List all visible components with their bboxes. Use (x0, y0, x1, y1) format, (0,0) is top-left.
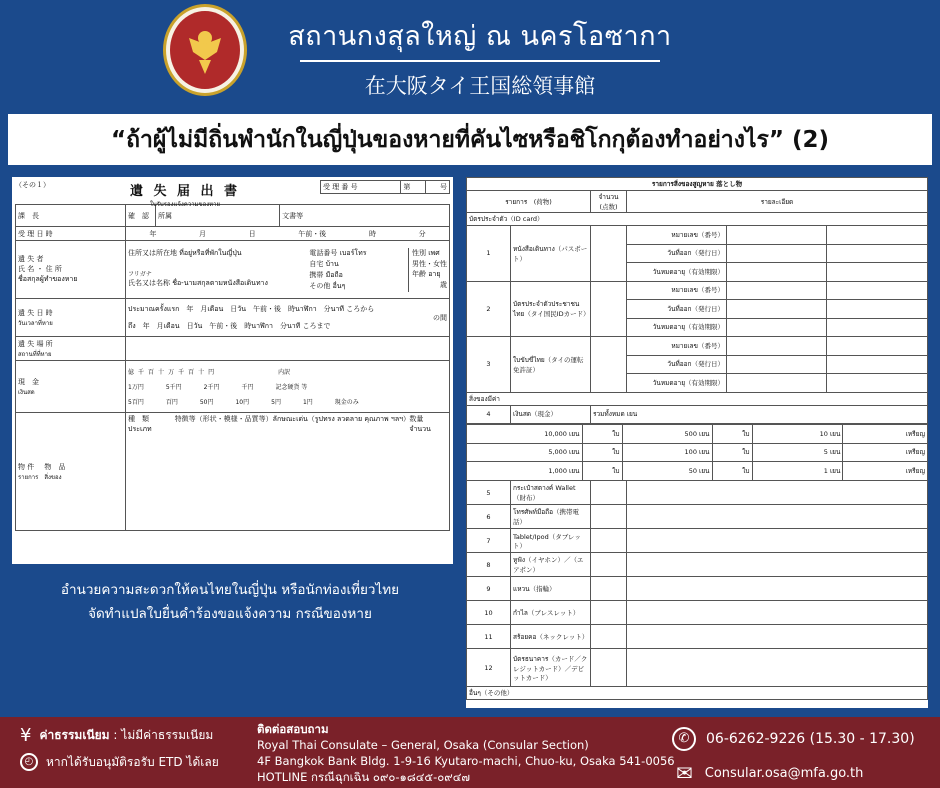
no-label: 第 (401, 181, 425, 194)
receipt-date-row (126, 227, 450, 241)
contact-title: ติดต่อสอบถาม (257, 722, 329, 736)
phone-line (672, 727, 915, 751)
garuda-emblem-icon (170, 11, 240, 89)
yen-icon: ¥ (20, 725, 32, 746)
caption-line-1: อำนวยความสะดวกให้คนไทยในญี่ปุ่น หรือนักท่องเที่ยวไทย (60, 582, 400, 598)
form-tag: （その１） (15, 181, 50, 189)
year-label: 年 (149, 229, 157, 238)
cash-total: รวมทั้งหมด เยน (591, 405, 928, 424)
item-ring: แหวน（指輪） (511, 577, 591, 601)
go-label: 号 (425, 181, 449, 194)
lost-property-form (12, 177, 453, 564)
name-line: 氏名又は名称 ชื่อ-นามสกุลตามหนังสือเดินทาง (128, 278, 268, 287)
col-qty: จำนวน (点数) (591, 191, 627, 213)
lost-date-label: 遺 失 日 時 วันเวลาที่หาย (16, 299, 126, 337)
sheet-title: รายการสิ่งของสูญหาย 落とし物 (467, 178, 928, 191)
goods-label: 物 件 รายการ 物 品 สิ่งของ (16, 413, 126, 531)
month-label: 月 (198, 229, 206, 238)
document-label: 文書等 (280, 205, 450, 227)
form-subtitle: ใบรับรองแจ้งความของหาย (149, 201, 220, 208)
minute-label: 分 (418, 229, 426, 238)
furigana-label: フリガナ (128, 270, 152, 278)
lost-place-label: 遺 失 場 所 สถานที่ที่หาย (16, 337, 126, 361)
breakdown-label: 内訳 (278, 369, 291, 376)
title-divider (300, 60, 660, 62)
etd-text: หากได้รับอนุมัติรอรับ ETD ได้เลย (46, 754, 219, 769)
phone-home: 自宅 บ้าน (309, 259, 339, 268)
item-phone: โทรศัพท์มือถือ（携帯電話） (511, 505, 591, 529)
lost-from: ประมาณครั้งแรก 年 月เดือน 日วัน 午前・後 時นาฬิกา 分นาที ころから (128, 304, 375, 313)
contact-org: Royal Thai Consulate – General, Osaka (Consular Section) (257, 738, 589, 752)
valuables-label: สิ่งของมีค่า (467, 392, 928, 405)
kind-label: 種 類 ประเภท (128, 415, 152, 433)
age-label: 年齢 อายุ (412, 269, 441, 278)
question-text: “ถ้าผู้ไม่มีถิ่นพำนักในญี่ปุ่นของหายที่คันไซหรือชิโกกุต้องทำอย่างไร” (2) (110, 126, 830, 153)
gender-label: 性別 เพศ (412, 248, 440, 257)
features-label: 特徴等（形状・模様・品質等）ลักษณะเด่น（รูปทรง ลวดลาย คุณภาพ ฯลฯ） (174, 415, 411, 423)
consulate-seal (163, 4, 247, 96)
cash-grid: 10,000 เยน ใบ 500 เยน ใบ 10 เยน เหรียญ 5,000 เยน ใบ 100 เยน ใบ 5 เยน เหรียญ 1,000 เยน ใบ 50 เยน ใบ 1 เยน เหรียญ (467, 424, 928, 481)
commemorative-label: 記念硬貨 等 (275, 384, 308, 391)
goods-details (126, 413, 450, 531)
check-label: 確 認 (126, 205, 156, 227)
lost-date-row (126, 299, 450, 337)
gender-value: 男性・女性 (412, 259, 447, 268)
mail-icon: ✉ (676, 761, 693, 785)
item-bank-card: บัตรธนาคาร（カード／クレジットカード）／デビットカード） (511, 649, 591, 687)
caption-line-2: จัดทำแปลใบยื่นคำร้องขอแจ้งความ กรณีของหาย (88, 606, 372, 622)
hour-label: 時 (368, 229, 376, 238)
fee-label: ค่าธรรมเนียม (39, 728, 110, 742)
contact-address: 4F Bangkok Bank Bldg. 1-9-16 Kyutaro-machi, Chuo-ku, Osaka 541-0056 (257, 754, 675, 768)
email-address[interactable]: Consular.osa@mfa.go.th (704, 765, 864, 781)
phone-mobile: 携帯 มือถือ (309, 270, 343, 279)
email-line (676, 761, 863, 785)
receipt-number-box (320, 180, 450, 194)
cash-only-label: 現金のみ (334, 399, 359, 406)
fee-value: : ไม่มีค่าธรรมเนียม (113, 728, 214, 742)
contact-block (257, 721, 675, 785)
item-wallet: กระเป๋าสตางค์ Wallet（財布） (511, 481, 591, 505)
col-item: รายการ (荷物) (467, 191, 591, 213)
receipt-date-label: 受 理 日 時 (16, 227, 126, 241)
contact-hotline: HOTLINE กรณีฉุกเฉิน ๐๙๐-๑๘๔๕-๐๙๔๗ (257, 770, 471, 784)
address-line: 住所又は所在地 ที่อยู่หรือที่พักในญี่ปุ่น (128, 248, 242, 257)
cash-label: 現 金 เงินสด (16, 361, 126, 413)
qty-label: 数量 จำนวน (409, 415, 431, 433)
col-detail: รายละเอียด (627, 191, 928, 213)
page-title-japanese: 在大阪タイ王国総領事館 (364, 74, 596, 98)
ampm-label: 午前・後 (298, 229, 327, 238)
item-driving-license: ใบขับขี่ไทย（タイの運転免許証） (511, 337, 591, 393)
phone-number[interactable]: 06-6262-9226 (15.30 - 17.30) (706, 731, 915, 747)
id-section-label: บัตรประจำตัว（ID card） (467, 213, 928, 226)
item-earphones: หูฟัง（イヤホン）／（エアポン） (511, 553, 591, 577)
receipt-number-label: 受 理 番 号 (320, 181, 400, 194)
footer (0, 717, 940, 788)
lost-between: の間 (433, 313, 447, 322)
day-label: 日 (248, 229, 256, 238)
phone-icon: ✆ (672, 727, 696, 751)
item-necklace: สร้อยคอ（ネックレット） (511, 625, 591, 649)
form-title: 遺 失 届 出 書 (129, 184, 241, 199)
item-cash: เงินสด（現金） (511, 405, 591, 424)
form-table (15, 204, 450, 531)
question-banner (8, 114, 932, 165)
applicant-details (126, 241, 450, 299)
applicant-label: 遺 失 者 氏 名 ・ 住 所 ชื่อสกุลผู้ทำของหาย (16, 241, 126, 299)
lost-items-sheet (466, 177, 928, 708)
item-tablet: Tablet/Ipod（タブレット） (511, 529, 591, 553)
lost-to: ถึง 年 月เดือน 日วัน 午前・後 時นาฬิกา 分นาที ころまで (128, 321, 331, 330)
item-passport: หนังสือเดินทาง（パスポート） (511, 226, 591, 282)
clock-icon: ◴ (20, 753, 38, 771)
item-bracelet: กำไล（ブレスレット） (511, 601, 591, 625)
age-unit: 歳 (440, 280, 447, 289)
other-label: อื่นๆ（その他） (467, 687, 928, 700)
item-thai-id: บัตรประจำตัวประชาชนไทย（タイ国民IDカード） (511, 281, 591, 337)
dept-label: 所属 (156, 205, 280, 227)
phone-label: 電話番号 เบอร์โทร (309, 248, 367, 257)
lost-items-table: รายการสิ่งของสูญหาย 落とし物 รายการ (荷物) จำนวน (点数) รายละเอียด บัตรประจำตัว（ID card） 1 หนังสือเดินทาง（パスポート） หมายเลข（番号） วันที่ออก（発行日） วันหมดอายุ（有効期限） 2 บัตรประจำตัวประชาชนไทย（タイ国民IDカード） หมายเลข（番号） วันที่ออก（発行日） วันหมดอายุ（有効期限） 3 ใบขับขี่ไทย（タイの運転免許証） หมายเลข（番号） วันที่ออก（発行日） วันหมดอายุ（有効期限） สิ่งของมีค่า 4 เงินสด（現金） รวมทั้งหมด เยน 10,000 เยน ใบ 500 เยน ใบ 10 เยน เหรียญ 5,000 เยน ใบ 100 เยน ใบ 5 เยน เหรียญ 1,000 เยน ใบ 50 เยน ใบ 1 เยน เหรียญ 5 กระเป๋าสตางค์ Wallet（財布） 6 โทรศัพท์มือถือ（携帯電話） 7 Tablet/Ipod（タブレット） 8 หูฟัง（イヤホン）／（エアポン） 9 แหวน（指輪） 10 กำไล（ブレスレット） 11 สร้อยคอ（ネックレット） 12 บัตรธนาคาร（カード／クレジットカード）／デビットカード） อื่นๆ（その他） (466, 177, 928, 700)
chief-label: 課 長 (16, 205, 126, 227)
page-title-thai: สถานกงสุลใหญ่ ณ นครโอซากา (288, 21, 672, 52)
fee-line (20, 727, 213, 744)
etd-line (20, 753, 219, 771)
phone-other: その他 อื่นๆ (309, 281, 346, 290)
cash-breakdown: 億 千 百 十 万 千 百 十 円 内訳 1万円 5千円 2千円 千円 記念硬貨 等 5百円 百円 50円 10円 5円 1円 現金のみ (126, 361, 450, 413)
